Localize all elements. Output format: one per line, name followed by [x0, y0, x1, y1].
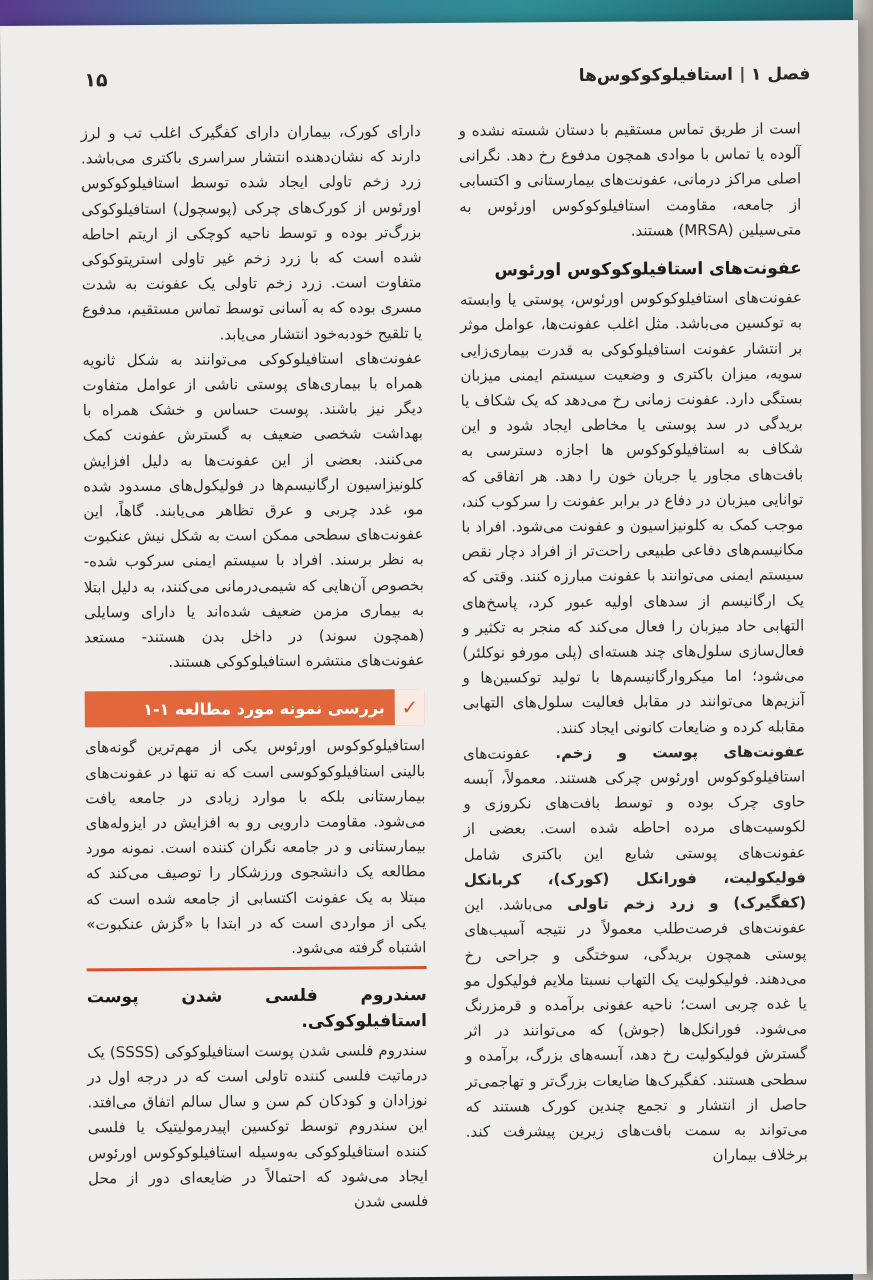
- paragraph-text-end: می‌باشد. این عفونت‌های فرصت‌طلب معمولاً در نتیجه آسیب‌های پوستی همچون بریدگی، سوختگی و جراحی رخ می‌دهند. فولیکولیت یک التهاب نسبتا ملایم فولیکول مو یا غده چربی است؛ ناحیه عفونی برآمده و قرمزرنگ می‌شود. فورانکل‌ها (جوش) که می‌توانند در اثر گسترش فولیکولیت رخ دهد، آبسه‌های بزرگ، برآمده و سطحی هستند. کفگیرک‌ها ضایعات بزرگ‌تر و تهاجمی‌تر حاصل از انتشار و تجمع چندین کورک هستند که می‌تواند به سمت بافت‌های زیرین پیشرفت کند. برخلاف بیماران: [464, 895, 808, 1165]
- page-number: ۱۵: [84, 69, 108, 92]
- inline-heading: عفونت‌های پوست و زخم.: [555, 742, 806, 763]
- check-icon: ✓: [395, 690, 425, 726]
- body-paragraph: عفونت‌های استافیلوکوکوس اورئوس، پوستی یا وابسته به توکسین می‌باشد. مثل اغلب عفونت‌ها، عوامل موثر بر انتشار عفونت استافیلوکوکی به قدرت بیماری‌زایی سویه، میزان باکتری و وضعیت سیستم ایمنی میزبان بستگی دارد. عفونت زمانی رخ می‌دهد که یک شکاف یا بریدگی در سد پوستی یا مخاطی ایجاد شود و این شکاف به استافیلوکوکوس ها اجازه دسترسی به بافت‌های مجاور یا جریان خون را دهد. هر اتفاقی که توانایی میزبان در دفاع در برابر عفونت را سرکوب کند، موجب کمک به کلونیزاسیون و عفونت می‌شود. افراد با مکانیسم‌های دفاعی طبیعی راحت‌تر از افراد دچار نقص سیستم ایمنی می‌توانند با عفونت مبارزه کنند. وقتی که یک ارگانیسم از سدهای اولیه عبور کرد، پاسخ‌های التهابی حاد میزبان را فعال می‌کند که منجر به تکثیر و فعال‌سازی سلول‌های چند هسته‌ای (پلی مورفو نوکلئر) می‌شود؛ اما میکروارگانیسم‌ها با تولید توکسین‌ها و آنزیم‌ها می‌توانند در مقابل فعالیت سلول‌های التهابی مقابله کرده و ضایعات کانونی ایجاد کنند.: [459, 288, 805, 737]
- chapter-title: استافیلوکوکوس‌ها: [578, 64, 734, 86]
- left-column: [81, 119, 429, 1216]
- case-study-title: بررسی نمونه مورد مطالعه ۱-۱: [143, 698, 385, 719]
- header-divider: [741, 67, 743, 83]
- section-heading-ssss: سندروم فلسی شدن پوست استافیلوکوکی.: [86, 985, 428, 1032]
- body-paragraph: سندروم فلسی شدن پوست استافیلوکوکی (SSSS) یک درماتیت فلسی کننده تاولی است که در درجه اول در نوزادان و کودکان کم سن و سال سالم اتفاق می‌افتد. این سندروم توسط توکسین اپیدرمولیتیک یا فلسی کننده استافیلوکوکی به‌وسیله استافیلوکوکوس اورئوس ایجاد می‌شود که احتمالاً در ضایعه‌ای دور از محل فلسی شدن: [87, 1040, 429, 1211]
- case-study-box-title: [85, 690, 425, 728]
- page-header: [84, 64, 810, 97]
- bold-terms: فولیکولیت، فورانکل (کورک)، کربانکل (کفگیرک) و زرد زخم تاولی: [463, 868, 807, 914]
- running-head: [579, 64, 811, 86]
- body-paragraph-skin: [463, 739, 808, 1170]
- body-paragraph: عفونت‌های استافیلوکوکی می‌توانند به شکل ثانویه همراه با بیماری‌های پوستی ناشی از عوامل متفاوت دیگر نیز باشند. پوست حساس و خشک همراه با بهداشت شخصی ضعیف به گسترش عفونت کمک می‌کنند. بعضی از این عفونت‌ها به دلیل افزایش کلونیزاسیون ارگانیسم‌ها در فولیکول‌های مسدود شده مو، غدد چربی و عرق تظاهر می‌یابند. گاهاً، این عفونت‌های سطحی ممکن است به شکل نیش عنکبوت به نظر برسند. افراد با سیستم ایمنی سرکوب شده- بخصوص آن‌هایی که شیمی‌درمانی می‌کنند، به دلیل ابتلا به بیماری مزمن ضعیف شده‌اند یا دارای وسایلی (همچون سوند) در داخل بدن هستند- مستعد عفونت‌های منتشره استافیلوکوکی هستند.: [82, 348, 425, 672]
- section-heading: عفونت‌های استافیلوکوکوس اورئوس: [494, 258, 802, 281]
- case-study-text: استافیلوکوکوس اورئوس یکی از مهم‌ترین گونه‌های بالینی استافیلوکوکوسی است که نه تنها در عفونت‌های بیمارستانی بلکه با موارد زیادی در جامعه یافت می‌شود. مقاومت دارویی رو به افزایش در ایزوله‌های بیمارستانی و در جامعه نگران کننده است. نمونه مورد مطالعه یک دانشجوی ورزشکار را توصیف می‌کند که مبتلا به یک عفونت اکتسابی از جامعه شده است که یکی از مواردی است که در ابتدا با «گزش عنکبوت» اشتباه گرفته می‌شود.: [84, 736, 427, 958]
- chapter-label: فصل ۱: [750, 64, 811, 85]
- case-study-rule: [87, 966, 427, 971]
- body-paragraph: دارای کورک، بیماران دارای کفگیرک اغلب تب و لرز دارند که نشان‌دهنده انتشار سراسری باکتری می‌باشد. زرد زخم تاولی ایجاد شده توسط استافیلوکوکوس اورئوس از کورک‌های چرکی (پوسچول) استافیلوکوکی بزرگ‌تر بوده و توسط ناحیه کوچکی از اریتم احاطه شده است که با زرد زخم غیر تاولی استرپتوکوکی متفاوت است. زرد زخم تاولی یک عفونت به شدت مسری بوده که به آسانی توسط تماس مستقیم، مدفوع یا تلقیح خودبه‌خود انتشار می‌یابد.: [80, 122, 423, 344]
- paragraph-text: عفونت‌های استافیلوکوکوس اورئوس چرکی هستند. معمولاً، آبسه حاوی چرک بوده و توسط بافت‌های نکروزی و لکوسیت‌های مرده احاطه شده است. بعضی از عفونت‌های پوستی شایع این باکتری شامل: [463, 744, 806, 864]
- intro-paragraph: است از طریق تماس مستقیم با دستان شسته نشده و آلوده یا تماس با موادی همچون مدفوع رخ دهد. نگرانی اصلی مراکز درمانی، عفونت‌های بیمارستانی و اکتسابی از جامعه، مقاومت استافیلوکوکوس اورئوس به متی‌سیلین (MRSA) هستند.: [458, 119, 802, 240]
- right-column: [459, 116, 808, 1170]
- book-page: [0, 20, 867, 1280]
